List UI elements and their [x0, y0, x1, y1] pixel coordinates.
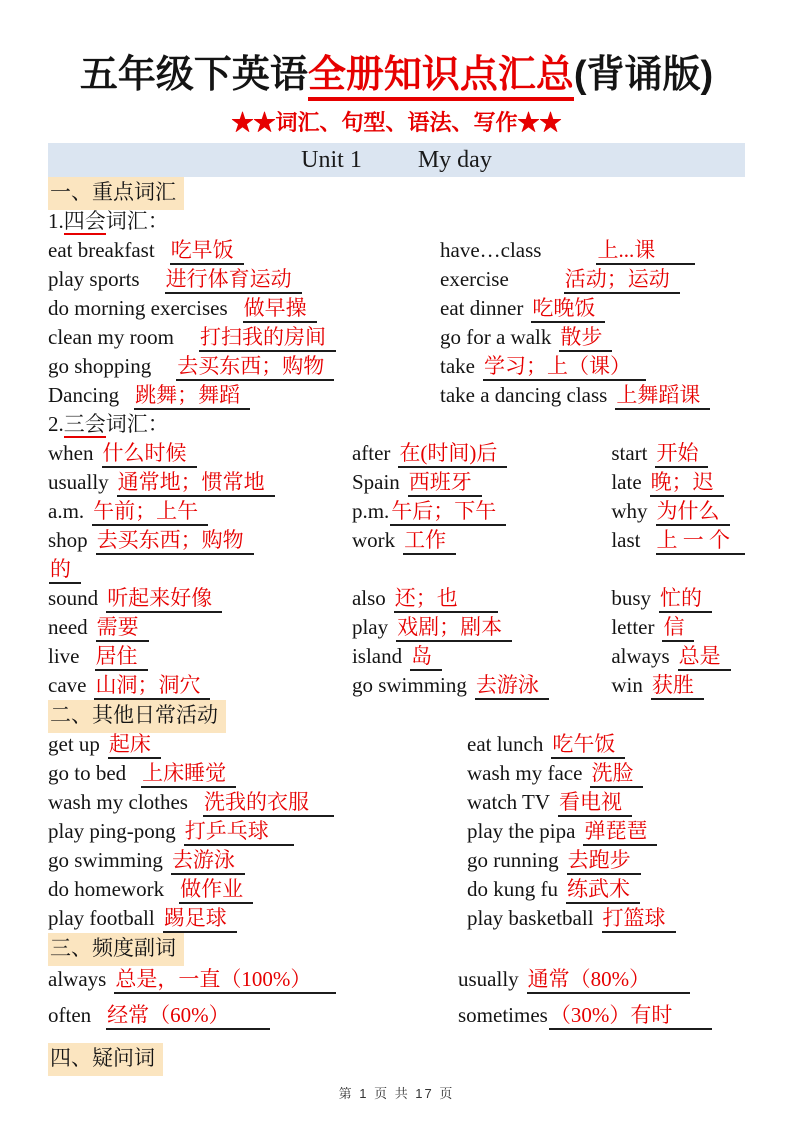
- vocab-chinese: 去跑步: [567, 848, 641, 875]
- vocab-item: [48, 323, 440, 352]
- vocab-english: always: [611, 644, 670, 668]
- vocab-chinese: 总是，一直（100%）: [114, 967, 336, 994]
- vocab-english: take a dancing class: [440, 383, 608, 407]
- vocab-chinese: 做作业: [179, 877, 253, 904]
- vocab-chinese: 打乒乓球: [184, 819, 294, 846]
- vocab-english: usually: [48, 470, 109, 494]
- blank-line: [352, 555, 611, 584]
- vocab-chinese: 还；也: [394, 586, 498, 613]
- vocab-item: [48, 294, 440, 323]
- vocab-english: often: [48, 1003, 92, 1027]
- vocab-english: last: [611, 528, 641, 552]
- vocab-chinese: 岛: [410, 644, 442, 671]
- vocab-item: [48, 759, 467, 788]
- section-heading-2-label: 二、其他日常活动: [48, 700, 226, 733]
- vocab-item: [48, 584, 352, 613]
- vocab-item: [458, 999, 712, 1035]
- vocab-chinese: 散步: [559, 325, 612, 352]
- vocab-chinese: 洗我的衣服: [203, 790, 334, 817]
- vocab-english: play basketball: [467, 906, 594, 930]
- vocab-chinese: 看电视: [558, 790, 632, 817]
- daily-right-column: [467, 730, 676, 933]
- vocab-chinese: 上舞蹈课: [615, 383, 710, 410]
- vocab-english: do homework: [48, 877, 165, 901]
- vocab-english: go swimming: [48, 848, 163, 872]
- vocab-english: after: [351, 441, 391, 465]
- vocab-english: cave: [48, 673, 87, 697]
- vocab-english: sound: [48, 586, 99, 610]
- vocab-item: [352, 497, 611, 526]
- vocab-chinese: 上 一 个: [656, 528, 746, 555]
- sanhui-column-3: [611, 439, 745, 700]
- vocab-chinese: 做早操: [243, 296, 317, 323]
- vocab-chinese: 通常地；惯常地: [117, 470, 275, 497]
- vocab-item: [611, 468, 745, 497]
- vocab-english: do morning exercises: [48, 296, 228, 320]
- vocab-item: [48, 352, 440, 381]
- vocab-item: [467, 846, 676, 875]
- frequency-left-column: [48, 963, 458, 1035]
- vocab-item: [611, 613, 745, 642]
- vocab-chinese: 去买东西；购物: [176, 354, 334, 381]
- vocab-english: work: [351, 528, 396, 552]
- vocab-item: [48, 497, 352, 526]
- vocab-english: play the pipa: [467, 819, 576, 843]
- vocab-item: [440, 236, 710, 265]
- page-number-footer: 第 1 页 共 17 页: [338, 1086, 455, 1101]
- vocab-item: [48, 817, 467, 846]
- vocab-chinese: 忙的: [659, 586, 712, 613]
- vocab-chinese: 学习；上（课）: [483, 354, 646, 381]
- title-highlight: 全册知识点汇总: [308, 54, 574, 101]
- vocab-english: island: [351, 644, 403, 668]
- section-heading-4-label: 四、疑问词: [48, 1043, 163, 1076]
- vocab-chinese: 午前；上午: [92, 499, 208, 526]
- vocab-item: [467, 730, 676, 759]
- vocab-chinese: 戏剧；剧本: [396, 615, 512, 642]
- vocab-item: [48, 468, 352, 497]
- vocab-item: [611, 671, 745, 700]
- vocab-item: [611, 439, 745, 468]
- vocab-item: [48, 846, 467, 875]
- vocab-chinese: 需要: [96, 615, 149, 642]
- vocab-chinese: 工作: [403, 528, 456, 555]
- vocab-chinese: 上床睡觉: [141, 761, 236, 788]
- subheading-num: 2.: [48, 412, 64, 436]
- vocab-chinese: 总是: [678, 644, 731, 671]
- sanhui-vocab-list: [48, 439, 745, 700]
- vocab-chinese: 开始: [655, 441, 708, 468]
- vocab-chinese: 打篮球: [602, 906, 676, 933]
- vocab-item: [48, 875, 467, 904]
- vocab-item: [611, 584, 745, 613]
- vocab-item: [611, 642, 745, 671]
- vocab-chinese: 在(时间)后: [398, 441, 507, 468]
- vocab-english: do kung fu: [467, 877, 558, 901]
- vocab-chinese: 信: [662, 615, 694, 642]
- vocab-item: [440, 323, 710, 352]
- vocab-english: go for a walk: [440, 325, 552, 349]
- vocab-english: need: [48, 615, 88, 639]
- sanhui-column-2: [352, 439, 611, 700]
- title-prefix: 五年级下英语: [79, 54, 308, 96]
- vocab-english: wash my clothes: [48, 790, 188, 814]
- vocab-chinese: 什么时候: [102, 441, 197, 468]
- vocab-chinese: 去买东西；购物: [96, 528, 254, 555]
- section-heading-3: [48, 933, 745, 963]
- vocab-chinese: 进行体育运动: [165, 267, 302, 294]
- vocab-item: [467, 875, 676, 904]
- vocab-english: wash my face: [467, 761, 583, 785]
- vocab-item: [48, 788, 467, 817]
- vocab-chinese: 的: [49, 557, 81, 584]
- vocab-english: go running: [467, 848, 559, 872]
- vocab-english: go swimming: [351, 673, 467, 697]
- subheading-sihui: [48, 207, 745, 236]
- vocab-chinese: 上...课: [596, 238, 695, 265]
- sihui-right-column: [440, 236, 710, 410]
- vocab-chinese: 起床: [108, 732, 161, 759]
- vocab-item: [48, 730, 467, 759]
- vocab-english: exercise: [440, 267, 509, 291]
- subheading-underlined: 四会: [63, 209, 106, 233]
- vocab-english: eat lunch: [467, 732, 544, 756]
- vocab-chinese: 获胜: [651, 673, 704, 700]
- vocab-chinese: 打扫我的房间: [199, 325, 336, 352]
- vocab-item: [48, 236, 440, 265]
- vocab-item: [352, 613, 611, 642]
- unit-banner: [48, 143, 745, 177]
- vocab-chinese: 听起来好像: [106, 586, 222, 613]
- vocab-item: [611, 526, 745, 555]
- vocab-item: [352, 671, 611, 700]
- vocab-item: [467, 759, 676, 788]
- vocab-item: [48, 999, 458, 1035]
- frequency-adverbs-list: [48, 963, 745, 1035]
- vocab-item: [48, 555, 352, 584]
- title-suffix: (背诵版): [573, 54, 714, 96]
- vocab-chinese: 吃午饭: [551, 732, 625, 759]
- vocab-english: p.m.: [351, 499, 390, 523]
- vocab-item: [352, 439, 611, 468]
- vocab-chinese: 晚；迟: [650, 470, 724, 497]
- sihui-left-column: [48, 236, 440, 410]
- vocab-english: always: [48, 967, 107, 991]
- vocab-chinese: 去游泳: [171, 848, 245, 875]
- vocab-item: [48, 613, 352, 642]
- vocab-english: have…class: [440, 238, 542, 262]
- vocab-item: [440, 352, 710, 381]
- vocab-item: [440, 381, 710, 410]
- vocab-chinese: 踢足球: [163, 906, 237, 933]
- subheading-rest: 词汇：: [105, 412, 169, 436]
- vocab-english: get up: [48, 732, 100, 756]
- vocab-english: take: [440, 354, 475, 378]
- vocab-chinese: 经常（60%）: [106, 1003, 270, 1030]
- section-heading-1-label: 一、重点词汇: [48, 177, 184, 210]
- vocab-english: go to bed: [48, 761, 127, 785]
- vocab-english: play ping-pong: [48, 819, 176, 843]
- vocab-item: [440, 294, 710, 323]
- vocab-item: [352, 468, 611, 497]
- vocab-chinese: 居住: [95, 644, 148, 671]
- subheading-rest: 词汇：: [105, 209, 169, 233]
- vocab-item: [467, 817, 676, 846]
- unit-topic: My day: [417, 146, 492, 173]
- vocab-english: usually: [458, 967, 519, 991]
- vocab-english: also: [351, 586, 386, 610]
- vocab-english: Spain: [351, 470, 400, 494]
- unit-label: Unit 1: [301, 146, 362, 173]
- vocab-chinese: （30%）有时: [549, 1003, 713, 1030]
- vocab-english: live: [48, 644, 80, 668]
- vocab-item: [48, 642, 352, 671]
- blank-line: [611, 555, 745, 584]
- vocab-english: letter: [611, 615, 655, 639]
- vocab-item: [48, 526, 352, 555]
- vocab-item: [458, 963, 712, 999]
- subtitle: ★★词汇、句型、语法、写作★★: [231, 110, 562, 135]
- vocab-chinese: 通常（80%）: [527, 967, 691, 994]
- vocab-english: start: [611, 441, 648, 465]
- vocab-item: [48, 381, 440, 410]
- sanhui-column-1: [48, 439, 352, 700]
- vocab-chinese: 为什么: [656, 499, 730, 526]
- subheading-sanhui: [48, 410, 745, 439]
- subheading-underlined: 三会: [63, 412, 106, 436]
- vocab-english: clean my room: [48, 325, 174, 349]
- vocab-english: win: [611, 673, 643, 697]
- frequency-right-column: [458, 963, 712, 1035]
- vocab-item: [467, 904, 676, 933]
- vocab-english: play: [351, 615, 389, 639]
- vocab-english: late: [611, 470, 642, 494]
- vocab-chinese: 活动；运动: [564, 267, 680, 294]
- vocab-item: [352, 526, 611, 555]
- vocab-chinese: 去游泳: [475, 673, 549, 700]
- vocab-item: [48, 265, 440, 294]
- vocab-item: [48, 439, 352, 468]
- vocab-item: [440, 265, 710, 294]
- vocab-chinese: 跳舞；舞蹈: [134, 383, 250, 410]
- section-heading-3-label: 三、频度副词: [48, 933, 184, 966]
- vocab-chinese: 午后；下午: [390, 499, 506, 526]
- vocab-english: eat breakfast: [48, 238, 155, 262]
- daily-activities-list: [48, 730, 745, 933]
- vocab-english: play football: [48, 906, 155, 930]
- vocab-item: [352, 584, 611, 613]
- daily-left-column: [48, 730, 467, 933]
- vocab-english: sometimes: [458, 1003, 548, 1027]
- section-heading-4: [48, 1043, 745, 1073]
- vocab-item: [352, 642, 611, 671]
- vocab-chinese: 山洞；洞穴: [94, 673, 210, 700]
- vocab-item: [48, 904, 467, 933]
- vocab-chinese: 吃晚饭: [531, 296, 605, 323]
- vocab-chinese: 吃早饭: [170, 238, 244, 265]
- vocab-chinese: 练武术: [566, 877, 640, 904]
- vocab-english: busy: [611, 586, 652, 610]
- vocab-item: [467, 788, 676, 817]
- sihui-vocab-list: [48, 236, 745, 410]
- vocab-english: play sports: [48, 267, 140, 291]
- page-title: [48, 0, 745, 100]
- vocab-english: when: [48, 441, 94, 465]
- section-heading-1: [48, 177, 745, 207]
- section-heading-2: [48, 700, 745, 730]
- vocab-english: a.m.: [48, 499, 85, 523]
- vocab-chinese: 西班牙: [408, 470, 482, 497]
- subheading-num: 1.: [48, 209, 64, 233]
- vocab-chinese: 洗脸: [590, 761, 643, 788]
- vocab-english: shop: [48, 528, 88, 552]
- vocab-english: eat dinner: [440, 296, 524, 320]
- vocab-item: [48, 963, 458, 999]
- vocab-english: watch TV: [467, 790, 551, 814]
- vocab-english: go shopping: [48, 354, 152, 378]
- vocab-english: why: [611, 499, 648, 523]
- vocab-item: [611, 497, 745, 526]
- vocab-item: [48, 671, 352, 700]
- vocab-english: Dancing: [48, 383, 120, 407]
- vocab-chinese: 弹琵琶: [583, 819, 657, 846]
